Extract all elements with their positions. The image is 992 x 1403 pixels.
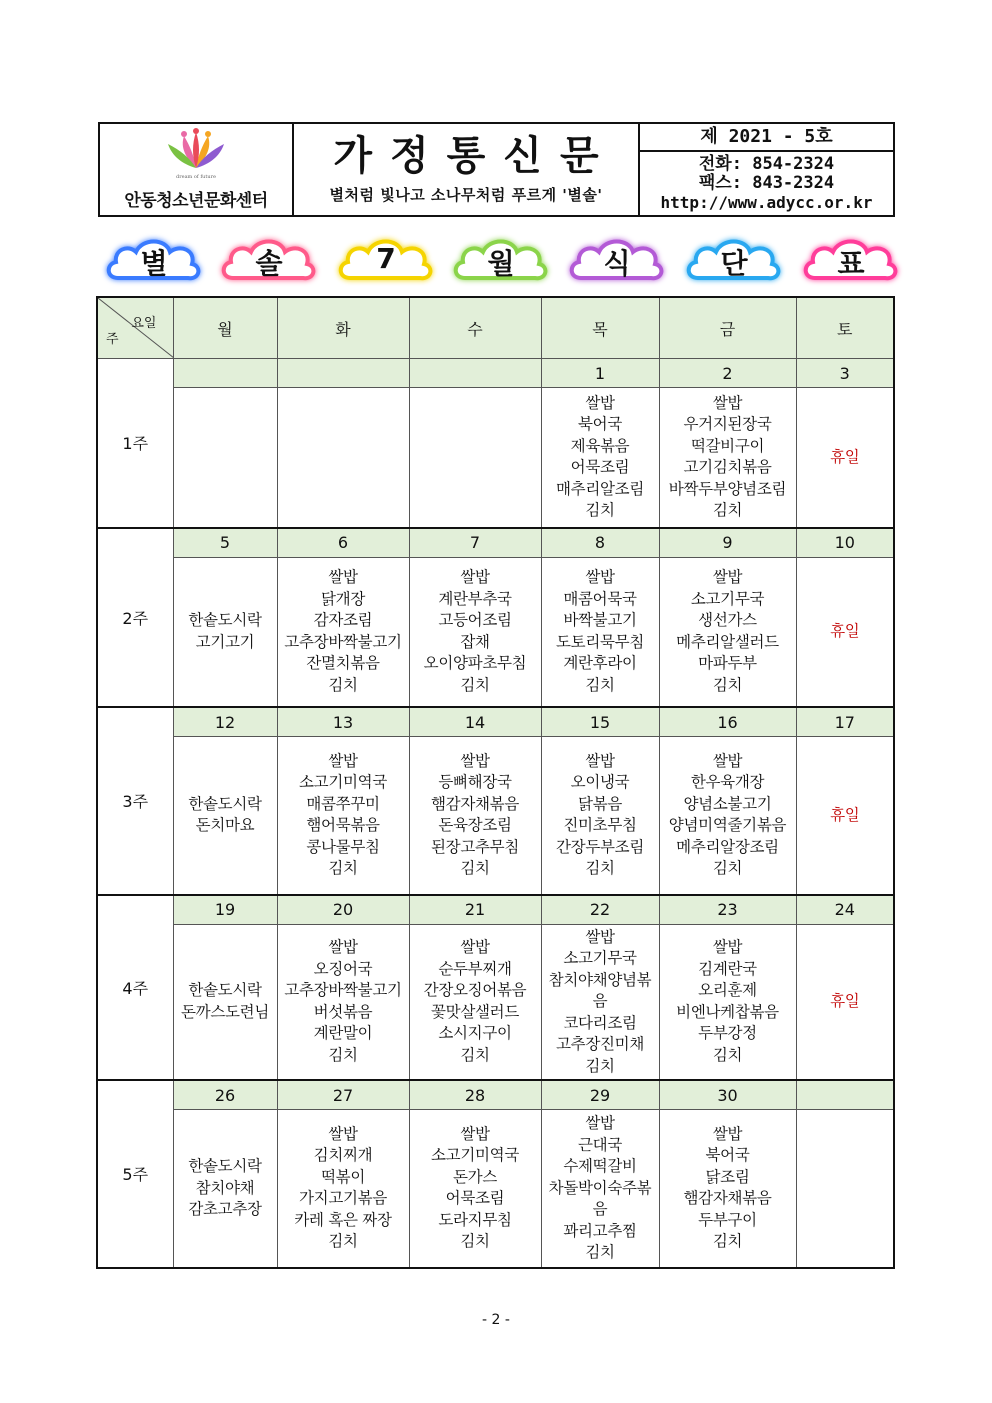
menu-item: 쌀밥 [712, 568, 743, 587]
fax-number: 843-2324 [752, 173, 835, 193]
title-block [294, 124, 640, 215]
cloud-badge-5 [567, 234, 667, 288]
menu-cell [409, 737, 541, 895]
week-label: 5주 [97, 1080, 173, 1268]
meal-menu-table [96, 296, 895, 1269]
menu-item: 소고기미역국 [298, 773, 388, 792]
menu-item: 김치 [328, 1232, 358, 1251]
menu-item: 휴일 [830, 447, 860, 466]
menu-item: 쌀밥 [585, 568, 615, 587]
menu-item: 참치야채양념볶 [548, 970, 652, 989]
menu-item: 감초고추장 [188, 1200, 262, 1218]
center-logo-block [100, 124, 294, 215]
menu-item: 닭조림 [705, 1167, 750, 1186]
menu-item: 바짝불고기 [563, 611, 637, 630]
menu-row [97, 388, 894, 528]
menu-item: 마파두부 [698, 654, 757, 673]
menu-item: 김치 [328, 675, 358, 694]
menu-item: 쌀밥 [712, 1124, 743, 1143]
menu-cell [541, 737, 659, 895]
menu-item: 쌀밥 [585, 751, 615, 770]
cloud-char: 단 [720, 247, 748, 280]
menu-item: 소고기미역국 [430, 1146, 520, 1165]
menu-item: 된장고추무침 [430, 837, 520, 856]
corner-cell [97, 297, 173, 359]
menu-item: 양념미역줄기볶음 [668, 816, 787, 835]
day-header-sat: 토 [796, 297, 894, 359]
menu-item: 오이양파초무침 [423, 654, 527, 673]
menu-cell [409, 557, 541, 707]
menu-item: 돈까스도련님 [180, 1002, 270, 1021]
menu-item: 비엔나케찹볶음 [676, 1002, 779, 1021]
menu-cell [173, 924, 277, 1080]
cloud-badge-4 [451, 234, 551, 288]
menu-cell [173, 388, 277, 528]
menu-cell [173, 737, 277, 895]
menu-item: 감자조림 [313, 611, 373, 630]
menu-item: 김치 [585, 675, 615, 694]
date-cell: 1 [541, 359, 659, 388]
menu-item: 바짝두부양념조림 [668, 479, 787, 498]
menu-item: 오리훈제 [698, 981, 757, 1000]
date-cell: 7 [409, 528, 541, 558]
menu-cell [173, 1110, 277, 1268]
date-row [97, 359, 894, 388]
center-name: 안동청소년문화센터 [124, 191, 268, 211]
menu-cell [173, 557, 277, 707]
date-row [97, 707, 894, 737]
menu-item: 음 [592, 1200, 608, 1218]
menu-cell [659, 737, 796, 895]
menu-item: 김치 [460, 675, 490, 694]
menu-item: 닭개장 [320, 589, 366, 608]
menu-row [97, 1110, 894, 1268]
date-cell [796, 1080, 894, 1110]
menu-item: 쌀밥 [460, 938, 490, 957]
menu-item: 김치 [460, 1045, 490, 1064]
menu-item: 잔멸치볶음 [306, 654, 380, 673]
date-row [97, 528, 894, 558]
menu-item: 돈육장조림 [438, 816, 512, 835]
menu-item: 돈치마요 [195, 816, 255, 835]
menu-item: 떡갈비구이 [690, 436, 765, 455]
table-header-row [97, 297, 894, 359]
day-header-thu: 목 [541, 297, 659, 359]
menu-item: 고기고기 [195, 632, 255, 651]
date-cell: 24 [796, 895, 894, 925]
menu-cell [541, 557, 659, 707]
menu-cell [409, 388, 541, 528]
date-row [97, 1080, 894, 1110]
cloud-badge-3 [336, 234, 436, 288]
menu-item: 진미초무침 [563, 816, 637, 835]
menu-item: 오징어국 [313, 959, 373, 978]
week-label: 4주 [97, 895, 173, 1081]
menu-item: 쌀밥 [712, 751, 743, 770]
date-cell: 12 [173, 707, 277, 737]
menu-item: 메추리알샐러드 [676, 632, 779, 651]
menu-item: 메추리알장조림 [676, 837, 779, 856]
date-cell: 10 [796, 528, 894, 558]
menu-item: 휴일 [830, 622, 860, 640]
menu-item: 닭볶음 [577, 794, 623, 813]
phone-number: 854-2324 [752, 154, 835, 174]
week-label: 3주 [97, 707, 173, 895]
menu-item: 쌀밥 [460, 568, 490, 587]
date-cell: 27 [277, 1080, 409, 1110]
menu-item: 차돌박이숙주볶 [548, 1178, 652, 1197]
menu-item: 코다리조림 [563, 1013, 637, 1032]
date-cell: 9 [659, 528, 796, 558]
menu-cell [659, 388, 796, 528]
menu-title-banner [98, 234, 898, 292]
contact-block [640, 124, 893, 215]
menu-item: 고등어조림 [438, 611, 512, 630]
menu-item: 매콤쭈꾸미 [306, 794, 380, 813]
menu-item: 두부강정 [698, 1024, 757, 1043]
menu-cell [277, 1110, 409, 1268]
menu-cell [409, 1110, 541, 1268]
menu-item: 한솥도시락 [188, 1157, 262, 1175]
holiday-cell [796, 557, 894, 707]
phone-line [699, 155, 834, 174]
week-label: 2주 [97, 528, 173, 708]
menu-item: 휴일 [830, 992, 860, 1010]
cloud-char: 솔 [255, 247, 283, 280]
date-cell: 13 [277, 707, 409, 737]
menu-item: 쌀밥 [712, 938, 743, 957]
menu-item: 계란말이 [313, 1024, 373, 1043]
menu-item: 음 [592, 992, 608, 1010]
cloud-char: 별 [140, 247, 168, 280]
day-header-fri: 금 [659, 297, 796, 359]
menu-item: 한솥도시락 [188, 981, 262, 1000]
corner-week-label: 주 [106, 332, 119, 347]
menu-item: 쌀밥 [460, 751, 490, 770]
day-header-mon: 월 [173, 297, 277, 359]
menu-item: 김치 [712, 859, 743, 878]
menu-item: 쌀밥 [585, 927, 615, 946]
menu-item: 우거지된장국 [683, 415, 772, 434]
date-cell: 8 [541, 528, 659, 558]
menu-item: 김계란국 [698, 959, 757, 978]
phone-label: 전화: [698, 154, 742, 174]
menu-item: 순두부찌개 [438, 959, 512, 978]
menu-item: 햄감자채볶음 [683, 1189, 772, 1208]
issue-number: 제 2021 - 5호 [640, 124, 893, 152]
cloud-char: 월 [487, 247, 515, 280]
menu-cell [409, 924, 541, 1080]
menu-item: 김치 [585, 1243, 615, 1261]
menu-item: 카레 혹은 짜장 [294, 1210, 392, 1229]
menu-row [97, 924, 894, 1080]
menu-item: 도라지무침 [438, 1210, 512, 1229]
menu-item: 김치 [712, 501, 743, 520]
menu-item: 한솥도시락 [188, 794, 262, 813]
menu-item: 수제떡갈비 [563, 1157, 637, 1175]
menu-cell [277, 737, 409, 895]
fax-label: 팩스: [698, 173, 742, 193]
menu-item: 쌀밥 [585, 393, 615, 412]
menu-item: 쌀밥 [328, 1124, 358, 1143]
menu-row [97, 557, 894, 707]
menu-cell [659, 557, 796, 707]
date-cell: 28 [409, 1080, 541, 1110]
menu-item: 김치 [712, 1232, 743, 1251]
date-cell: 17 [796, 707, 894, 737]
date-cell: 16 [659, 707, 796, 737]
menu-item: 양념소불고기 [683, 794, 772, 813]
menu-item: 고추장바짝불고기 [284, 632, 402, 651]
menu-item: 어묵조림 [570, 458, 630, 477]
date-row [97, 895, 894, 925]
newsletter-header [98, 122, 895, 217]
menu-item: 쌀밥 [328, 568, 358, 587]
date-cell: 2 [659, 359, 796, 388]
menu-item: 쌀밥 [585, 1114, 615, 1132]
holiday-cell [796, 924, 894, 1080]
menu-item: 고기김치볶음 [683, 458, 772, 477]
holiday-cell [796, 737, 894, 895]
date-cell: 29 [541, 1080, 659, 1110]
menu-item: 꽈리고추찜 [563, 1221, 637, 1240]
menu-item: 참치야채 [195, 1178, 255, 1197]
menu-item: 간장두부조림 [555, 837, 645, 856]
menu-item: 고추장진미채 [555, 1035, 645, 1053]
menu-item: 휴일 [830, 805, 860, 824]
day-header-wed: 수 [409, 297, 541, 359]
menu-item: 햄어묵볶음 [306, 816, 380, 835]
menu-row [97, 737, 894, 895]
menu-item: 버섯볶음 [313, 1002, 373, 1021]
menu-item: 잡채 [460, 632, 490, 651]
date-cell: 22 [541, 895, 659, 925]
menu-item: 김치 [585, 1056, 615, 1075]
menu-item: 김치 [328, 859, 358, 878]
menu-item: 김치 [460, 859, 490, 878]
menu-item: 도토리묵무침 [555, 632, 645, 651]
week-label: 1주 [97, 359, 173, 528]
date-cell: 14 [409, 707, 541, 737]
menu-item: 김치 [328, 1045, 358, 1064]
menu-item: 햄감자채볶음 [430, 794, 520, 813]
menu-item: 떡볶이 [320, 1167, 366, 1186]
cloud-badge-6 [684, 234, 784, 288]
menu-item: 근대국 [577, 1135, 623, 1154]
menu-cell [796, 1110, 894, 1268]
menu-item: 쌀밥 [328, 751, 358, 770]
menu-item: 소고기무국 [690, 589, 765, 608]
cloud-char: 식 [603, 247, 631, 280]
menu-cell [659, 1110, 796, 1268]
menu-item: 소고기무국 [563, 949, 637, 967]
menu-cell [277, 924, 409, 1080]
menu-cell [277, 557, 409, 707]
menu-item: 계란후라이 [563, 654, 637, 673]
menu-item: 제육볶음 [570, 436, 630, 455]
date-cell: 23 [659, 895, 796, 925]
menu-item: 김치찌개 [313, 1146, 373, 1165]
menu-item: 김치 [712, 1045, 743, 1064]
date-cell: 15 [541, 707, 659, 737]
cloud-badge-1 [104, 234, 204, 288]
date-cell [409, 359, 541, 388]
menu-item: 어묵조림 [445, 1189, 505, 1208]
menu-item: 간장오징어볶음 [423, 981, 527, 1000]
corner-day-label: 요일 [131, 316, 157, 331]
cloud-char: 7 [376, 242, 396, 275]
menu-cell [277, 388, 409, 528]
menu-item: 김치 [585, 501, 615, 520]
date-cell: 19 [173, 895, 277, 925]
menu-item: 소시지구이 [438, 1024, 512, 1043]
menu-item: 돈가스 [452, 1167, 498, 1186]
menu-item: 북어국 [577, 415, 623, 434]
menu-item: 오이냉국 [570, 773, 630, 792]
holiday-cell [796, 388, 894, 528]
date-cell [173, 359, 277, 388]
svg-text:dream of future: dream of future [176, 174, 216, 180]
date-cell: 5 [173, 528, 277, 558]
day-header-tue: 화 [277, 297, 409, 359]
menu-item: 한솥도시락 [188, 611, 262, 630]
menu-cell [659, 924, 796, 1080]
menu-item: 등뼈해장국 [438, 773, 512, 792]
cloud-char: 표 [837, 247, 865, 280]
date-cell: 21 [409, 895, 541, 925]
page-title: 가정통신문 [333, 133, 617, 179]
page-number: - 2 - [482, 1312, 510, 1328]
menu-item: 매추리알조림 [555, 479, 645, 498]
menu-item: 생선가스 [698, 611, 757, 630]
menu-cell [541, 924, 659, 1080]
website-link[interactable]: http://www.adycc.or.kr [660, 193, 873, 212]
menu-item: 쌀밥 [712, 393, 743, 412]
menu-item: 콩나물무침 [306, 837, 380, 856]
menu-item: 쌀밥 [460, 1124, 490, 1143]
slogan: 별처럼 빛나고 소나무처럼 푸르게 '별솔' [329, 186, 603, 204]
menu-item: 김치 [585, 859, 615, 878]
date-cell: 26 [173, 1080, 277, 1110]
menu-item: 쌀밥 [328, 938, 358, 957]
menu-item: 매콤어묵국 [563, 589, 637, 608]
menu-item: 한우육개장 [690, 773, 765, 792]
menu-item: 가지고기볶음 [298, 1189, 388, 1208]
menu-item: 김치 [712, 675, 743, 694]
cloud-badge-2 [219, 234, 319, 288]
menu-item: 고추장바짝불고기 [284, 981, 402, 1000]
menu-item: 계란부추국 [438, 589, 512, 608]
menu-item: 두부구이 [698, 1210, 757, 1229]
cloud-badge-7 [801, 234, 901, 288]
menu-item: 김치 [460, 1232, 490, 1251]
menu-cell [541, 388, 659, 528]
date-cell: 6 [277, 528, 409, 558]
fax-line [699, 174, 834, 193]
menu-cell [541, 1110, 659, 1268]
menu-item: 꽃맛살샐러드 [430, 1002, 520, 1021]
center-logo-icon [156, 128, 236, 180]
date-cell [277, 359, 409, 388]
menu-item: 북어국 [705, 1146, 750, 1165]
date-cell: 3 [796, 359, 894, 388]
date-cell: 20 [277, 895, 409, 925]
date-cell: 30 [659, 1080, 796, 1110]
